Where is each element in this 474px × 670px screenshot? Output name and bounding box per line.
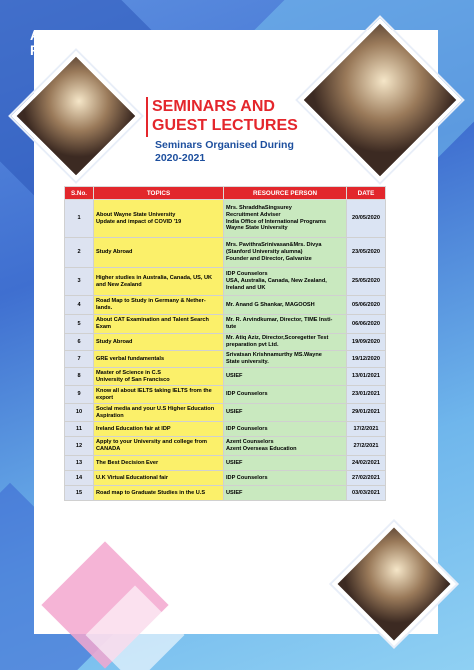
cell-person-line: USA, Australia, Canada, New Zealand,: [226, 278, 327, 285]
cell-date: 19/12/2020: [347, 351, 386, 368]
cell-topic-line: The Best Decision Ever: [96, 459, 159, 466]
cell-date: 23/05/2020: [347, 238, 386, 268]
cell-date: 20/05/2020: [347, 200, 386, 238]
table-row: [65, 437, 386, 456]
table-row: [65, 456, 386, 471]
cell-sno: 15: [65, 486, 94, 501]
heading-accent-bar: [146, 97, 148, 137]
cell-person-line: IDP Counselors: [226, 474, 268, 481]
cell-person: [224, 351, 347, 368]
cell-date: 05/06/2020: [347, 296, 386, 315]
cell-person-line: Recruitment Adviser: [226, 211, 281, 218]
cell-topic-line: About Wayne State University: [96, 211, 176, 218]
cell-topic: [94, 368, 224, 386]
table-row: [65, 386, 386, 404]
cell-topic: [94, 334, 224, 351]
cell-topic-line: Apply to your University and college from: [96, 439, 207, 446]
cell-person: [224, 486, 347, 501]
brand-line-2: FOR HIGHER STUDIES: [30, 43, 183, 58]
header-person: RESOURCE PERSON: [224, 187, 347, 200]
cell-person-line: Azent Overseas Education: [226, 446, 297, 452]
cell-person-line: Founder and Director, Galvanize: [226, 255, 312, 262]
cell-date: 19/09/2020: [347, 334, 386, 351]
cell-sno: 3: [65, 268, 94, 296]
cell-topic: [94, 238, 224, 268]
cell-topic-line: Update and impact of COVID '19: [96, 218, 182, 225]
cell-person-line: USIEF: [226, 373, 243, 380]
cell-sno: 12: [65, 437, 94, 456]
cell-topic-line: CANADA: [96, 446, 121, 452]
cell-person-line: preparation pvt Ltd.: [226, 342, 279, 348]
table-row: [65, 334, 386, 351]
page-title: [152, 97, 298, 135]
cell-person-line: IDP Counselors: [226, 425, 268, 432]
cell-person: [224, 315, 347, 334]
cell-topic-line: About CAT Examination and Talent Search: [96, 317, 209, 324]
cell-sno: 10: [65, 404, 94, 422]
cell-topic: [94, 296, 224, 315]
header-date: DATE: [347, 187, 386, 200]
cell-sno: 4: [65, 296, 94, 315]
cell-person-line: USIEF: [226, 409, 243, 416]
cell-person-line: USIEF: [226, 489, 243, 496]
cell-person-line: Mr. R. Arvindkumar, Director, TIME Insti-: [226, 317, 333, 324]
cell-topic-line: Master of Science in C.S: [96, 369, 161, 376]
subtitle-line-2: 2020-2021: [155, 152, 206, 164]
cell-topic-line: Higher studies in Australia, Canada, US, UK: [96, 274, 213, 281]
cell-topic-line: Ireland Education fair at IDP: [96, 425, 171, 432]
cell-topic-line: and New Zealand: [96, 281, 142, 288]
cell-topic: [94, 200, 224, 238]
cell-person-line: IDP Counselors: [226, 391, 268, 398]
cell-topic: [94, 386, 224, 404]
title-line-1: SEMINARS AND: [152, 98, 275, 115]
cell-person: [224, 200, 347, 238]
table-row: [65, 404, 386, 422]
table-header-row: [65, 187, 386, 200]
table-row: [65, 268, 386, 296]
table-row: [65, 422, 386, 437]
cell-topic: [94, 268, 224, 296]
cell-person: [224, 268, 347, 296]
brand-line-1: ADVISORY BUREAU: [30, 28, 166, 43]
cell-topic-line: Exam: [96, 324, 111, 330]
cell-topic-line: Study Abroad: [96, 249, 133, 256]
cell-person-line: Srivatsan Krishnamurthy MS.Wayne: [226, 352, 322, 359]
table-row: [65, 368, 386, 386]
table-row: [65, 486, 386, 501]
cell-topic-line: University of San Francisco: [96, 376, 170, 383]
cell-topic: [94, 422, 224, 437]
cell-person: [224, 437, 347, 456]
cell-topic-line: Aspiration: [96, 412, 124, 419]
cell-person-line: IDP Counselors: [226, 271, 268, 278]
cell-sno: 9: [65, 386, 94, 404]
cell-topic: [94, 315, 224, 334]
cell-topic-line: GRE verbal fundamentals: [96, 355, 165, 362]
cell-person: [224, 404, 347, 422]
cell-person-line: Azent Counselors: [226, 439, 274, 446]
cell-sno: 8: [65, 368, 94, 386]
cell-topic-line: export: [96, 394, 114, 401]
page-subtitle: [155, 139, 294, 165]
cell-date: 03/03/2021: [347, 486, 386, 501]
cell-sno: 11: [65, 422, 94, 437]
cell-sno: 1: [65, 200, 94, 238]
table-row: [65, 315, 386, 334]
cell-person-line: State university.: [226, 359, 269, 365]
header-topics: TOPICS: [94, 187, 224, 200]
cell-topic-line: Study Abroad: [96, 338, 133, 345]
table-row: [65, 296, 386, 315]
cell-sno: 13: [65, 456, 94, 471]
cell-topic-line: Social media and your U.S Higher Education: [96, 405, 215, 412]
cell-person: [224, 296, 347, 315]
cell-person-line: (Stanford University alumna): [226, 249, 303, 256]
cell-person-line: Mrs. ShraddhaSingsurey: [226, 204, 292, 211]
cell-person-line: Mrs. PavithraSrinivasan&Mrs. Divya: [226, 242, 322, 249]
cell-person: [224, 386, 347, 404]
cell-sno: 6: [65, 334, 94, 351]
cell-topic: [94, 404, 224, 422]
cell-person-line: Mr. Anand G Shankar, MAGOOSH: [226, 301, 315, 308]
cell-date: 25/05/2020: [347, 268, 386, 296]
cell-date: 23/01/2021: [347, 386, 386, 404]
cell-date: 17/2/2021: [347, 422, 386, 437]
table-body: [65, 200, 386, 501]
cell-person: [224, 456, 347, 471]
table-row: [65, 200, 386, 238]
header-sno: S.No.: [65, 187, 94, 200]
cell-person-line: tute: [226, 324, 237, 330]
cell-topic: [94, 437, 224, 456]
cell-person: [224, 471, 347, 486]
cell-topic: [94, 486, 224, 501]
cell-person-line: USIEF: [226, 459, 243, 466]
cell-person-line: Mr. Atiq Aziz, Director,Scoregetter Test: [226, 335, 329, 342]
cell-date: 27/2/2021: [347, 437, 386, 456]
cell-topic-line: lands.: [96, 305, 113, 311]
cell-topic-line: Road map to Graduate Studies in the U.S: [96, 489, 206, 496]
cell-person: [224, 422, 347, 437]
cell-date: 06/06/2020: [347, 315, 386, 334]
cell-person-line: Wayne State University: [226, 225, 288, 232]
cell-person: [224, 334, 347, 351]
cell-topic-line: Road Map to Study in Germany & Nether-: [96, 298, 206, 305]
table-row: [65, 471, 386, 486]
cell-person-line: India Office of International Programs: [226, 218, 327, 225]
seminars-table: [64, 186, 386, 501]
cell-date: 24/02/2021: [347, 456, 386, 471]
table-row: [65, 238, 386, 268]
brand-title: [30, 28, 182, 58]
table-row: [65, 351, 386, 368]
cell-topic-line: Know all about IELTS taking IELTS from the: [96, 387, 212, 394]
cell-topic-line: U.K Virtual Educational fair: [96, 474, 169, 481]
cell-sno: 7: [65, 351, 94, 368]
cell-sno: 5: [65, 315, 94, 334]
cell-date: 27/02/2021: [347, 471, 386, 486]
cell-topic: [94, 351, 224, 368]
cell-sno: 2: [65, 238, 94, 268]
cell-date: 13/01/2021: [347, 368, 386, 386]
cell-person: [224, 368, 347, 386]
title-line-2: GUEST LECTURES: [152, 117, 298, 134]
cell-topic: [94, 471, 224, 486]
subtitle-line-1: Seminars Organised During: [155, 139, 294, 151]
cell-person-line: Ireland and UK: [226, 284, 266, 291]
cell-sno: 14: [65, 471, 94, 486]
cell-date: 29/01/2021: [347, 404, 386, 422]
cell-person: [224, 238, 347, 268]
cell-topic: [94, 456, 224, 471]
